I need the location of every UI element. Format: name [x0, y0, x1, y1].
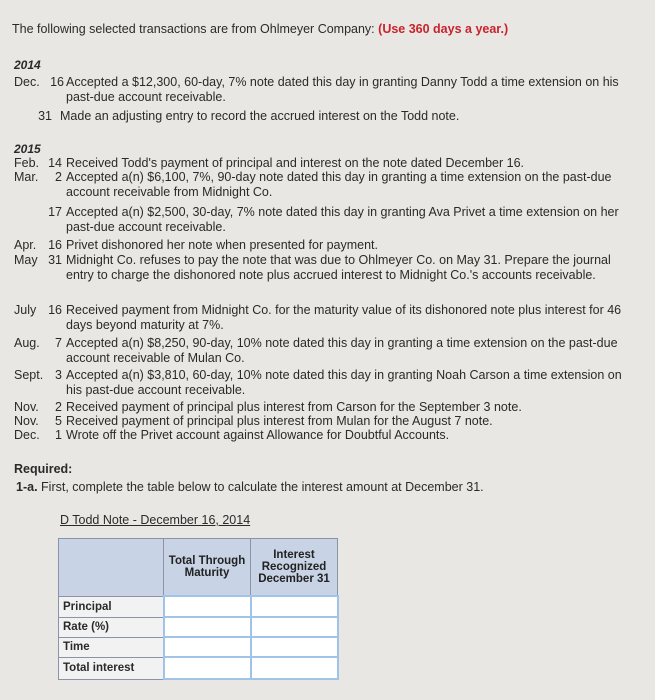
intro-text: The following selected transactions are from Ohlmeyer Company: [12, 22, 375, 36]
principal-total-field[interactable] [165, 601, 250, 613]
table-row [59, 596, 338, 617]
transaction-month: Mar. [14, 170, 39, 184]
row-label-time: Time [59, 637, 164, 657]
transaction-text: Made an adjusting entry to record the accrued interest on the Todd note. [60, 109, 460, 123]
transaction-month: Sept. [14, 368, 44, 382]
transaction-month: May [14, 253, 38, 267]
total-interest-total-input[interactable] [164, 657, 251, 679]
year-2014: 2014 [14, 58, 41, 72]
intro-highlight: (Use 360 days a year.) [378, 22, 509, 36]
transaction-text: Received payment of principal plus interest from Carson for the September 3 note. [66, 400, 522, 414]
transaction-text: Accepted a(n) $6,100, 7%, 90-day note dated this day in granting a time extension on the past-due account receivable from Midnight Co. [66, 170, 612, 199]
transaction-text: Received payment of principal plus interest from Mulan for the August 7 note. [66, 414, 493, 428]
transaction-month: Apr. [14, 238, 37, 252]
transaction-day: 1 [55, 428, 62, 442]
transaction-day: 7 [55, 336, 62, 350]
transaction-day: 2 [55, 400, 62, 414]
table-header-row [59, 539, 338, 597]
table-row [59, 637, 338, 657]
header-interest-recognized: Interest Recognized December 31 [251, 539, 338, 597]
total-interest-recognized-input[interactable] [251, 657, 338, 679]
transaction-text: Wrote off the Privet account against Allowance for Doubtful Accounts. [66, 428, 450, 442]
transaction-text: Accepted a(n) $2,500, 30-day, 7% note dated this day in granting Ava Privet a time extension on her past-due account receivable. [66, 205, 619, 234]
rate-recognized-field[interactable] [252, 621, 337, 633]
table-row [59, 617, 338, 637]
header-total-through-maturity: Total Through Maturity [164, 539, 251, 597]
transaction-day: 31 [38, 109, 52, 123]
time-total-input[interactable] [164, 637, 251, 657]
required-question [16, 480, 484, 494]
transaction-month: Dec. [14, 75, 40, 89]
transaction-day: 3 [55, 368, 62, 382]
transaction-text: Received payment from Midnight Co. for the maturity value of its dishonored note plus interest for 46 days beyond maturity at 7%. [66, 303, 622, 332]
transaction-text: Privet dishonored her note when presented for payment. [66, 238, 378, 252]
required-part: 1-a. [16, 480, 38, 494]
transaction-day: 16 [48, 303, 62, 317]
required-heading: Required: [14, 462, 73, 476]
transaction-text: Accepted a(n) $3,810, 60-day, 10% note dated this day in granting Noah Carson a time extension on his past-due account receivable. [66, 368, 622, 397]
transaction-month: Nov. [14, 400, 39, 414]
principal-total-input[interactable] [164, 596, 251, 617]
row-label-principal: Principal [59, 596, 164, 617]
transaction-text: Received Todd's payment of principal and interest on the note dated December 16. [66, 156, 524, 170]
total-interest-total-field[interactable] [165, 662, 250, 674]
table-header-blank [59, 539, 164, 597]
transaction-day: 17 [48, 205, 62, 219]
transaction-day: 16 [50, 75, 64, 89]
transaction-text: Accepted a $12,300, 60-day, 7% note dated this day in granting Danny Todd a time extension on his past-due account receivable. [66, 75, 619, 104]
transaction-day: 31 [48, 253, 62, 267]
principal-recognized-field[interactable] [252, 601, 337, 613]
intro-line [12, 22, 508, 36]
transaction-month: July [14, 303, 37, 317]
transaction-month: Dec. [14, 428, 40, 442]
transaction-month: Feb. [14, 156, 40, 170]
time-total-field[interactable] [165, 641, 250, 653]
principal-recognized-input[interactable] [251, 596, 338, 617]
transaction-day: 14 [48, 156, 62, 170]
rate-total-input[interactable] [164, 617, 251, 637]
interest-table [58, 538, 339, 680]
transaction-month: Aug. [14, 336, 40, 350]
required-question-text: First, complete the table below to calculate the interest amount at December 31. [41, 480, 484, 494]
row-label-rate: Rate (%) [59, 617, 164, 637]
year-2015: 2015 [14, 142, 41, 156]
time-recognized-field[interactable] [252, 641, 337, 653]
time-recognized-input[interactable] [251, 637, 338, 657]
rate-recognized-input[interactable] [251, 617, 338, 637]
note-table-title: D Todd Note - December 16, 2014 [60, 513, 251, 527]
transaction-day: 2 [55, 170, 62, 184]
row-label-total-interest: Total interest [59, 657, 164, 679]
transaction-day: 16 [48, 238, 62, 252]
table-row [59, 657, 338, 679]
total-interest-recognized-field[interactable] [252, 662, 337, 674]
transaction-month: Nov. [14, 414, 39, 428]
transaction-day: 5 [55, 414, 62, 428]
rate-total-field[interactable] [165, 621, 250, 633]
transaction-text: Midnight Co. refuses to pay the note that was due to Ohlmeyer Co. on May 31. Prepare the journal entry to charge the dishonored note plus accrued interest to Midnight Co.'s accounts receivable. [66, 253, 611, 282]
transaction-text: Accepted a(n) $8,250, 90-day, 10% note dated this day in granting a time extension on the past-due account receivable of Mulan Co. [66, 336, 618, 365]
